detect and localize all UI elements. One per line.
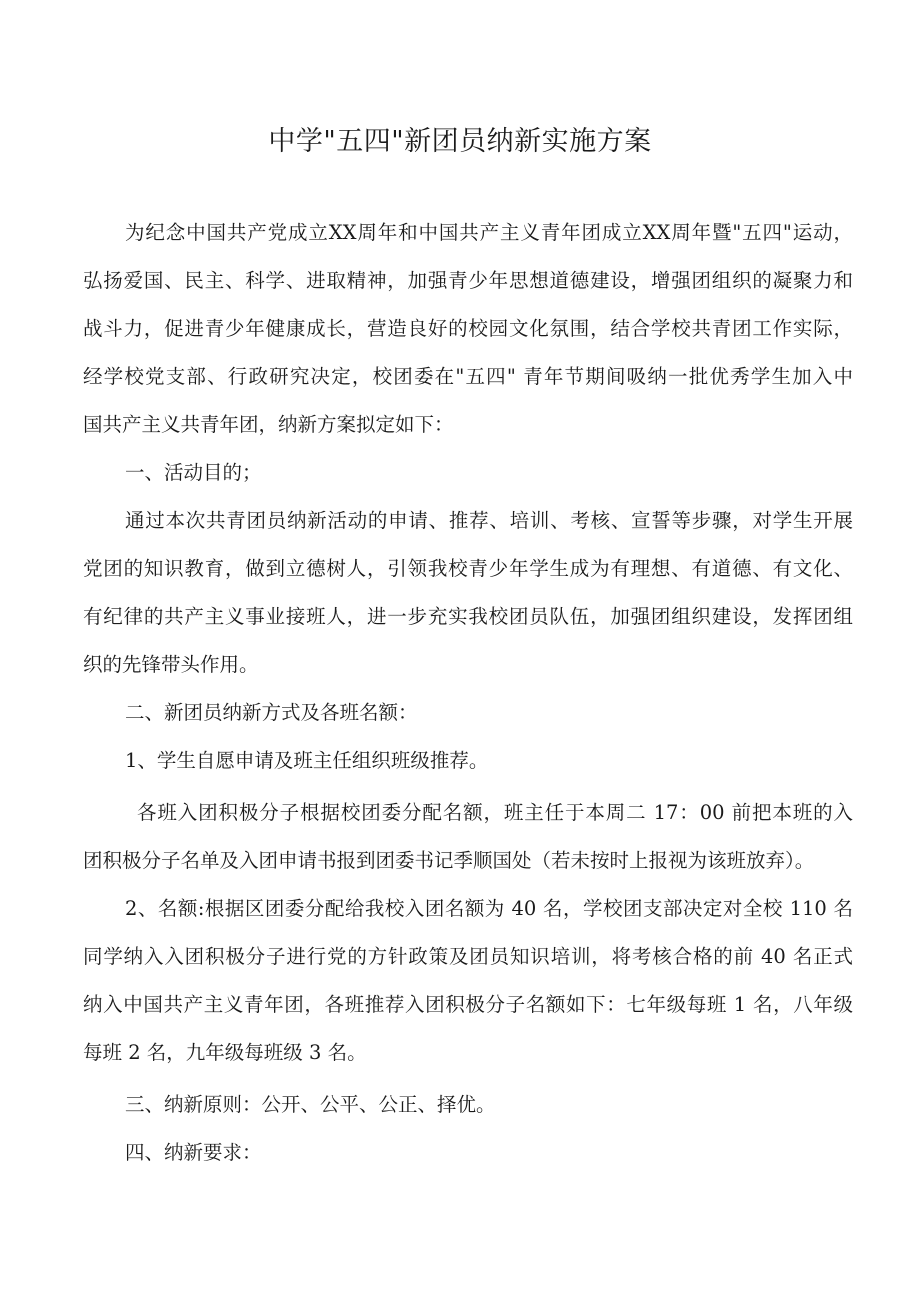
section-heading: 一、活动目的； — [125, 461, 262, 484]
text-line: 有纪律的共产主义事业接班人，进一步充实我校团员队伍，加强团组织建设，发挥团组 — [83, 605, 853, 628]
text-line: 通过本次共青团员纳新活动的申请、推荐、培训、考核、宣誓等步骤，对学生开展 — [125, 509, 853, 532]
section-heading: 三、纳新原则：公开、公平、公正、择优。 — [125, 1093, 496, 1116]
text-line: 纳入中国共产主义青年团，各班推荐入团积极分子名额如下：七年级每班 1 名，八年级 — [83, 993, 853, 1016]
text-line: 2、名额:根据区团委分配给我校入团名额为 40 名，学校团支部决定对全校 110 名 — [125, 897, 853, 920]
text-line: 为纪念中国共产党成立XX周年和中国共产主义青年团成立XX周年暨"五四"运动， — [125, 221, 853, 244]
page-title: 中学"五四"新团员纳新实施方案 — [268, 126, 652, 157]
text-line: 弘扬爱国、民主、科学、进取精神，加强青少年思想道德建设，增强团组织的凝聚力和 — [83, 269, 853, 292]
text-line: 国共产主义共青年团，纳新方案拟定如下： — [83, 413, 454, 436]
text-line: 每班 2 名，九年级每班级 3 名。 — [83, 1041, 367, 1064]
text-line: 经学校党支部、行政研究决定，校团委在"五四" 青年节期间吸纳一批优秀学生加入中 — [83, 365, 853, 388]
text-line: 织的先锋带头作用。 — [83, 653, 259, 676]
section-heading: 二、新团员纳新方式及各班名额： — [125, 701, 418, 724]
text-line: 党团的知识教育，做到立德树人，引领我校青少年学生成为有理想、有道德、有文化、 — [83, 557, 853, 580]
text-line: 各班入团积极分子根据校团委分配名额，班主任于本周二 17：00 前把本班的入 — [137, 801, 853, 824]
text-line: 同学纳入入团积极分子进行党的方针政策及团员知识培训，将考核合格的前 40 名正式 — [83, 945, 853, 968]
text-line: 团积极分子名单及入团申请书报到团委书记季顺国处（若未按时上报视为该班放弃）。 — [83, 849, 815, 872]
text-line: 战斗力，促进青少年健康成长，营造良好的校园文化氛围，结合学校共青团工作实际， — [83, 317, 853, 340]
text-line: 1、学生自愿申请及班主任组织班级推荐。 — [125, 749, 489, 772]
section-heading: 四、纳新要求： — [125, 1141, 262, 1164]
